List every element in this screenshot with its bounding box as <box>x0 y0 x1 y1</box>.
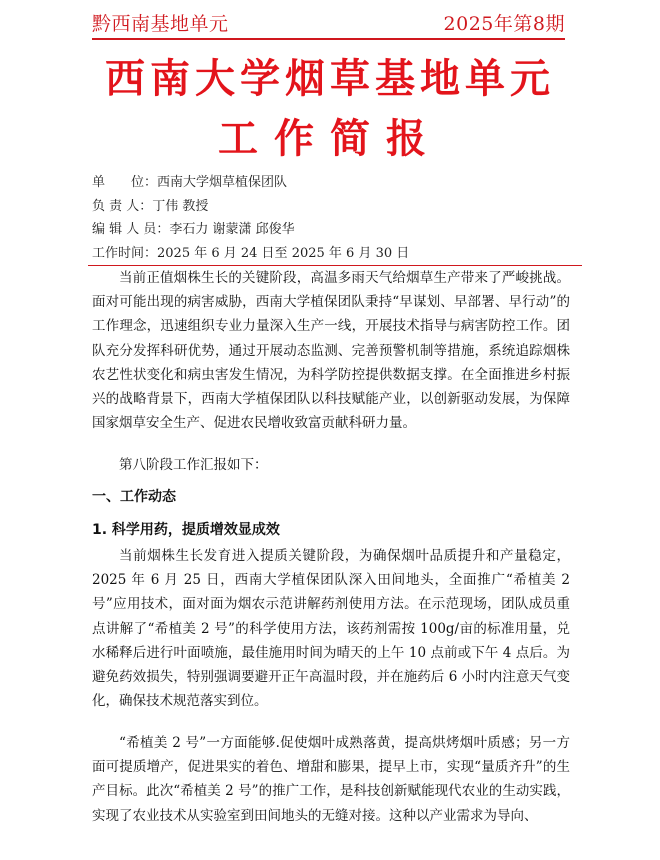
meta-period: 工作时间：2025 年 6 月 24 日至 2025 年 6 月 30 日 <box>92 245 410 261</box>
header-bar <box>92 12 565 40</box>
title-line-1: 西南大学烟草基地单元 <box>105 55 555 102</box>
paragraph-2-block <box>92 731 570 828</box>
paragraph-2: “希植美 2 号”一方面能够.促使烟叶成熟落黄，提高烘烤烟叶质感；另一方面可提质增产，促进果实的着色、增甜和膨果，提早上市，实现“量质齐升”的生产目标。此次“希植美 2 号”的推广工作，是科技创新赋能现代农业的生动实践，实现了农业技术从实验室到田间地头的无缝对接。这种以产业需求为导向、 <box>92 735 570 824</box>
paragraph-1: 当前烟株生长发育进入提质关键阶段，为确保烟叶品质提升和产量稳定，2025 年 6 月 25 日，西南大学植保团队深入田间地头，全面推广“希植美 2 号”应用技术，面对面为烟农示范讲解药剂使用方法。在示范现场，团队成员重点讲解了“希植美 2 号”的科学使用方法，该药剂需按 100g/亩的标准用量，兑水稀释后进行叶面喷施，最佳施用时间为晴天的上午 10 点前或下午 4 点后。为避免药效损失，特别强调要避开正午高温时段，并在施药后 6 小时内注意天气变化，确保技术规范落实到位。 <box>92 548 570 710</box>
header-issue: 2025年第8期 <box>443 13 565 35</box>
subsection-heading: 1. 科学用药，提质增效显成效 <box>92 522 280 538</box>
intro-paragraph: 当前正值烟株生长的关键阶段，高温多雨天气给烟草生产带来了严峻挑战。面对可能出现的病害威胁，西南大学植保团队秉持“早谋划、早部署、早行动”的工作理念，迅速组织专业力量深入生产一线，开展技术指导与病害防控工作。团队充分发挥科研优势，通过开展动态监测、完善预警机制等措施，系统追踪烟株农艺性状变化和病虫害发生情况，为科学防控提供数据支撑。在全面推进乡村振兴的战略背景下，西南大学植保团队以科技赋能产业，以创新驱动发展，为保障国家烟草安全生产、促进农民增收致富贡献科研力量。 <box>92 270 570 432</box>
meta-editors: 编 辑 人 员：李石力 谢蒙潇 邱俊华 <box>92 222 295 237</box>
meta-unit: 单 位：西南大学烟草植保团队 <box>92 175 288 190</box>
stage-line: 第八阶段工作汇报如下： <box>119 457 268 473</box>
title-line-2: 工作简报 <box>218 115 442 162</box>
meta-leader: 负 责 人：丁伟 教授 <box>92 198 209 214</box>
stage-section <box>92 453 570 477</box>
header-unit: 黔西南基地单元 <box>92 13 229 35</box>
meta-block <box>92 171 572 265</box>
paragraph-1-block <box>92 544 570 713</box>
intro-section <box>92 266 570 435</box>
section-heading: 一、工作动态 <box>92 489 176 505</box>
